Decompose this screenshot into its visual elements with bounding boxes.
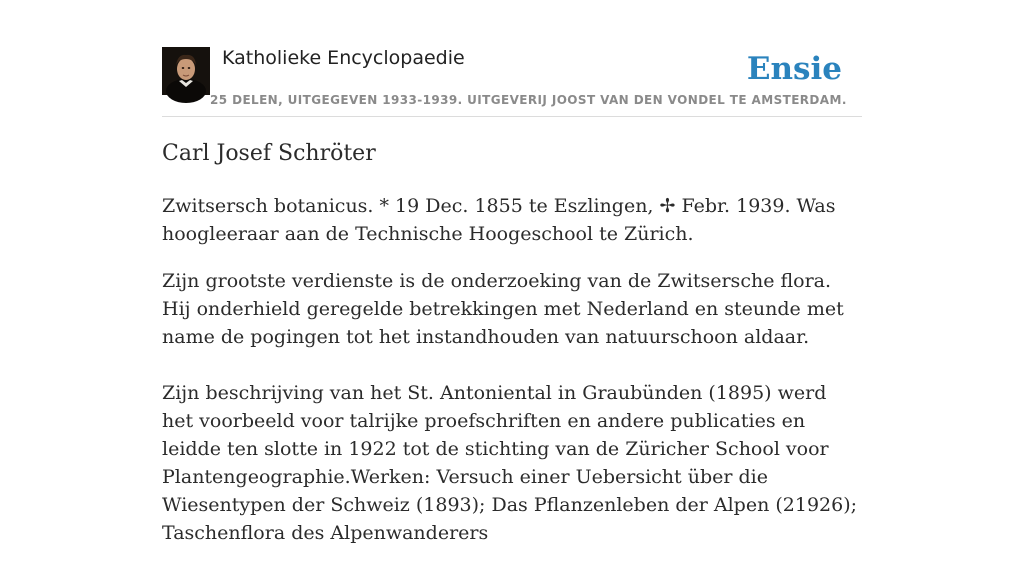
brand-logo-link[interactable]: Ensie [746,51,842,87]
article-paragraph: Zwitsersch botanicus. * 19 Dec. 1855 te Eszlingen, ✢ Febr. 1939. Was hoogleeraar aan de Technische Hoogeschool te Zürich. [162,195,836,245]
article-paragraph: Zijn beschrijving van het St. Antoniental in Graubünden (1895) werd het voorbeeld voor talrijke proefschriften en andere publicaties en leidde ten slotte in 1922 tot de stichting van de Züricher School voor Plantengeographie.Werken: Versuch einer Uebersicht über die Wiesentypen der Schweiz (1893); Das Pflanzenleben der Alpen (21926); Taschenflora des Alpenwanderers [162,382,858,544]
article-paragraph: Zijn grootste verdienste is de onderzoeking van de Zwitsersche flora. Hij onderhield geregelde betrekkingen met Nederland en steunde met name de pogingen tot het instandhouden van natuurschoon aldaar. [162,270,844,348]
source-subtitle: 25 DELEN, UITGEGEVEN 1933-1939. UITGEVERIJ JOOST VAN DEN VONDEL TE AMSTERDAM. [210,93,847,107]
source-title[interactable]: Katholieke Encyclopaedie [222,47,465,69]
portrait-icon [162,47,210,95]
article-title: Carl Josef Schröter [162,141,376,166]
source-header [162,46,862,117]
article-content [162,138,862,566]
portrait-avatar[interactable] [162,47,210,95]
